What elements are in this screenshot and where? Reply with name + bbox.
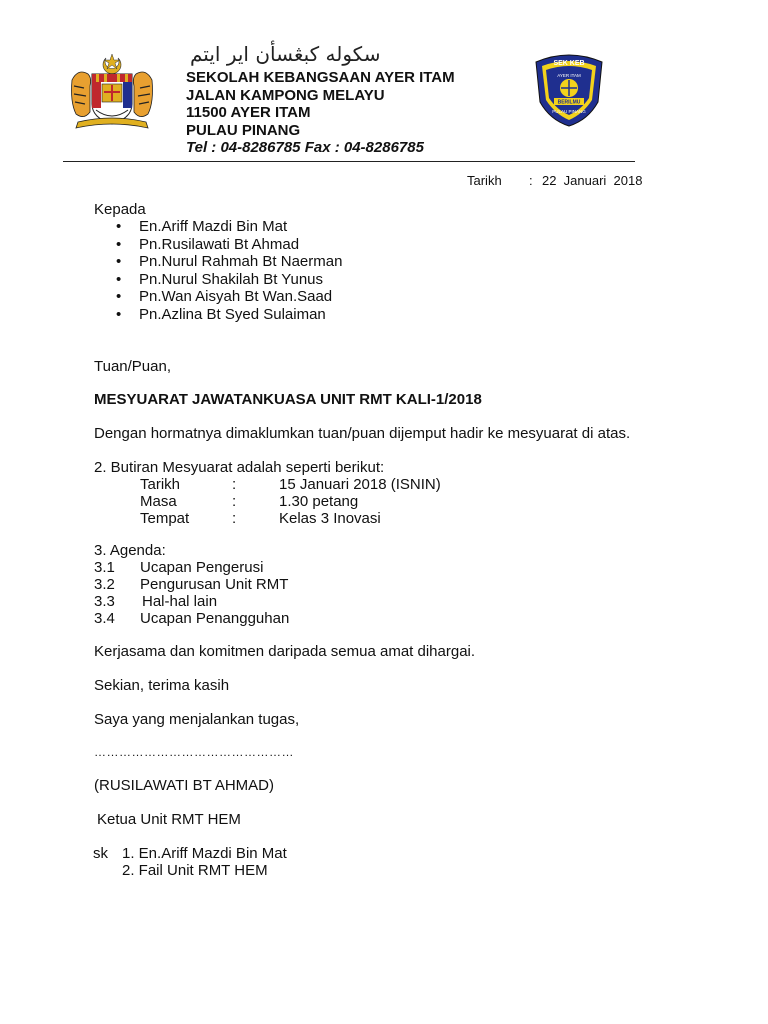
detail-separator: :: [232, 493, 237, 510]
school-name: SEKOLAH KEBANGSAAN AYER ITAM: [186, 69, 455, 86]
recipient-item: • Pn.Nurul Rahmah Bt Naerman: [116, 253, 342, 271]
tel-fax: Tel : 04-8286785 Fax : 04-8286785: [186, 139, 424, 157]
detail-value: 15 Januari 2018 (ISNIN): [279, 476, 441, 493]
signature-line: …………………………………………: [94, 745, 294, 759]
recipient-item: • Pn.Rusilawati Bt Ahmad: [116, 236, 342, 254]
letterhead-divider: [63, 161, 635, 162]
state-name: PULAU PINANG: [186, 121, 301, 139]
agenda-text: Ucapan Penangguhan: [140, 610, 290, 627]
detail-row-tempat: [0, 510, 768, 527]
agenda-text: Pengurusan Unit RMT: [140, 576, 289, 593]
detail-label: Tarikh: [140, 476, 181, 493]
details-table: [0, 476, 768, 527]
letterhead-block: [186, 69, 455, 157]
detail-row-tarikh: [0, 476, 768, 493]
agenda-number: 3.3: [94, 593, 115, 610]
closing-sekian: Sekian, terima kasih: [94, 677, 230, 694]
detail-row-masa: [0, 493, 768, 510]
recipient-item: • Pn.Nurul Shakilah Bt Yunus: [116, 271, 342, 289]
detail-label: Tempat: [140, 510, 190, 527]
details-heading: 2. Butiran Mesyuarat adalah seperti berikut:: [94, 459, 385, 476]
intro-paragraph: Dengan hormatnya dimaklumkan tuan/puan dijemput hadir ke mesyuarat di atas.: [94, 425, 631, 442]
agenda-item: [0, 593, 768, 610]
detail-value: 1.30 petang: [279, 493, 359, 510]
recipient-item: • Pn.Wan Aisyah Bt Wan.Saad: [116, 288, 342, 306]
address-line-2: 11500 AYER ITAM: [186, 104, 311, 122]
closing-saya: Saya yang menjalankan tugas,: [94, 711, 300, 728]
letter-subject: MESYUARAT JAWATANKUASA UNIT RMT KALI-1/2018: [94, 391, 482, 408]
agenda-item: [0, 559, 768, 576]
agenda-list: [0, 559, 768, 629]
jawi-school-name: سکوله کبڠسأن اير ايتم: [190, 42, 381, 66]
agenda-text: Ucapan Pengerusi: [140, 559, 264, 576]
letter-date: [467, 173, 642, 188]
address-line-1: JALAN KAMPONG MELAYU: [186, 86, 385, 104]
detail-label: Masa: [140, 493, 177, 510]
recipient-item: • Pn.Azlina Bt Syed Sulaiman: [116, 306, 342, 324]
agenda-heading: 3. Agenda:: [94, 542, 166, 559]
recipient-item: • En.Ariff Mazdi Bin Mat: [116, 218, 342, 236]
cc-label: sk: [93, 845, 108, 862]
date-separator: :: [529, 173, 533, 188]
cc-item: 1. En.Ariff Mazdi Bin Mat: [122, 845, 287, 862]
appreciation-text: Kerjasama dan komitmen daripada semua amat dihargai.: [94, 643, 476, 660]
badge-text-motto: BERILMU: [557, 99, 581, 106]
signatory-title: Ketua Unit RMT HEM: [97, 811, 241, 828]
recipients-label: Kepada: [94, 201, 146, 218]
detail-separator: :: [232, 476, 237, 493]
detail-value: Kelas 3 Inovasi: [279, 510, 381, 527]
date-value: 22 Januari 2018: [542, 173, 643, 188]
agenda-number: 3.2: [94, 576, 115, 593]
salutation: Tuan/Puan,: [94, 358, 171, 375]
badge-text-sek-keb: SEK KEB: [553, 60, 585, 67]
badge-text-ayer-itam: AYER ITAM: [557, 73, 581, 78]
date-label: Tarikh: [467, 173, 502, 188]
recipients-list: [116, 218, 342, 324]
school-badge-logo: [530, 52, 608, 128]
agenda-item: [0, 610, 768, 627]
detail-separator: :: [232, 510, 237, 527]
coat-of-arms-logo: [66, 52, 158, 136]
cc-item: 2. Fail Unit RMT HEM: [122, 862, 268, 879]
agenda-number: 3.1: [94, 559, 115, 576]
agenda-item: [0, 576, 768, 593]
agenda-number: 3.4: [94, 610, 115, 627]
badge-text-state: PULAU PINANG: [552, 109, 586, 114]
agenda-text: Hal-hal lain: [142, 593, 218, 610]
signatory-name: (RUSILAWATI BT AHMAD): [94, 777, 275, 794]
